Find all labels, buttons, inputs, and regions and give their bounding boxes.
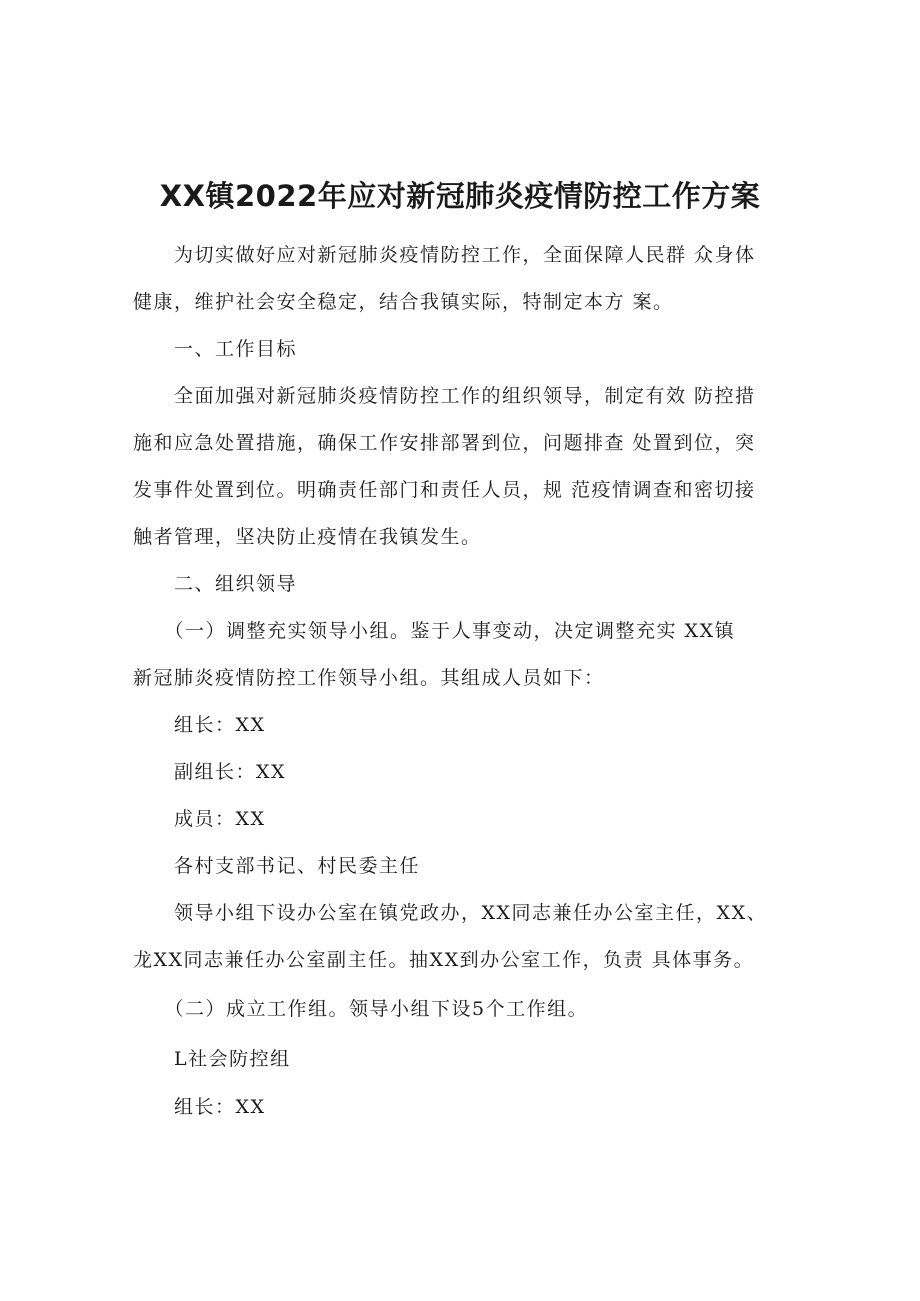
working-groups-paragraph <box>133 986 793 1033</box>
text-line: （一）调整充实领导小组。鉴于人事变动，决定调整充实 XX镇 <box>133 620 736 642</box>
group-leader-line <box>133 702 793 749</box>
social-control-group-heading <box>133 1036 793 1083</box>
text-line: 发事件处置到位。明确责任部门和责任人员，规 范疫情调查和密切接 <box>133 479 756 501</box>
social-control-group-leader <box>133 1084 793 1131</box>
leadership-group-paragraph <box>133 608 793 702</box>
text-line: L社会防控组 <box>133 1048 291 1070</box>
text-line: 全面加强对新冠肺炎疫情防控工作的组织领导，制定有效 防控措 <box>133 385 756 407</box>
text-line: 施和应急处置措施，确保工作安排部署到位，问题排查 处置到位，突 <box>133 432 756 454</box>
text-line: 各村支部书记、村民委主任 <box>133 855 421 877</box>
text-line: 领导小组下设办公室在镇党政办，XX同志兼任办公室主任，XX、 <box>133 902 768 924</box>
text-line: 触者管理，坚决防止疫情在我镇发生。 <box>133 526 482 548</box>
members-line <box>133 796 793 843</box>
text-line: 健康，维护社会安全稳定，结合我镇实际，特制定本方 案。 <box>133 291 674 313</box>
text-line: 组长：XX <box>133 714 266 736</box>
text-line: 龙XX同志兼任办公室副主任。抽XX到办公室工作，负责 具体事务。 <box>133 949 755 971</box>
text-line: 成员：XX <box>133 808 266 830</box>
text-line: 为切实做好应对新冠肺炎疫情防控工作，全面保障人民群 众身体 <box>133 244 756 266</box>
text-line: 二、组织领导 <box>133 573 298 595</box>
text-line: 组长：XX <box>133 1096 266 1118</box>
section-heading-goals <box>133 326 793 373</box>
vice-leader-line <box>133 749 793 796</box>
members-detail-line <box>133 843 793 890</box>
document-title: XX镇2022年应对新冠肺炎疫情防控工作方案 <box>159 179 761 213</box>
office-paragraph <box>133 890 793 984</box>
section-heading-organization <box>133 561 793 608</box>
text-line: 副组长：XX <box>133 761 287 783</box>
intro-paragraph <box>133 232 793 326</box>
text-line: 一、工作目标 <box>133 338 298 360</box>
text-line: （二）成立工作组。领导小组下设5个工作组。 <box>133 998 589 1020</box>
text-line: 新冠肺炎疫情防控工作领导小组。其组成人员如下： <box>133 667 605 689</box>
goals-paragraph <box>133 373 793 561</box>
